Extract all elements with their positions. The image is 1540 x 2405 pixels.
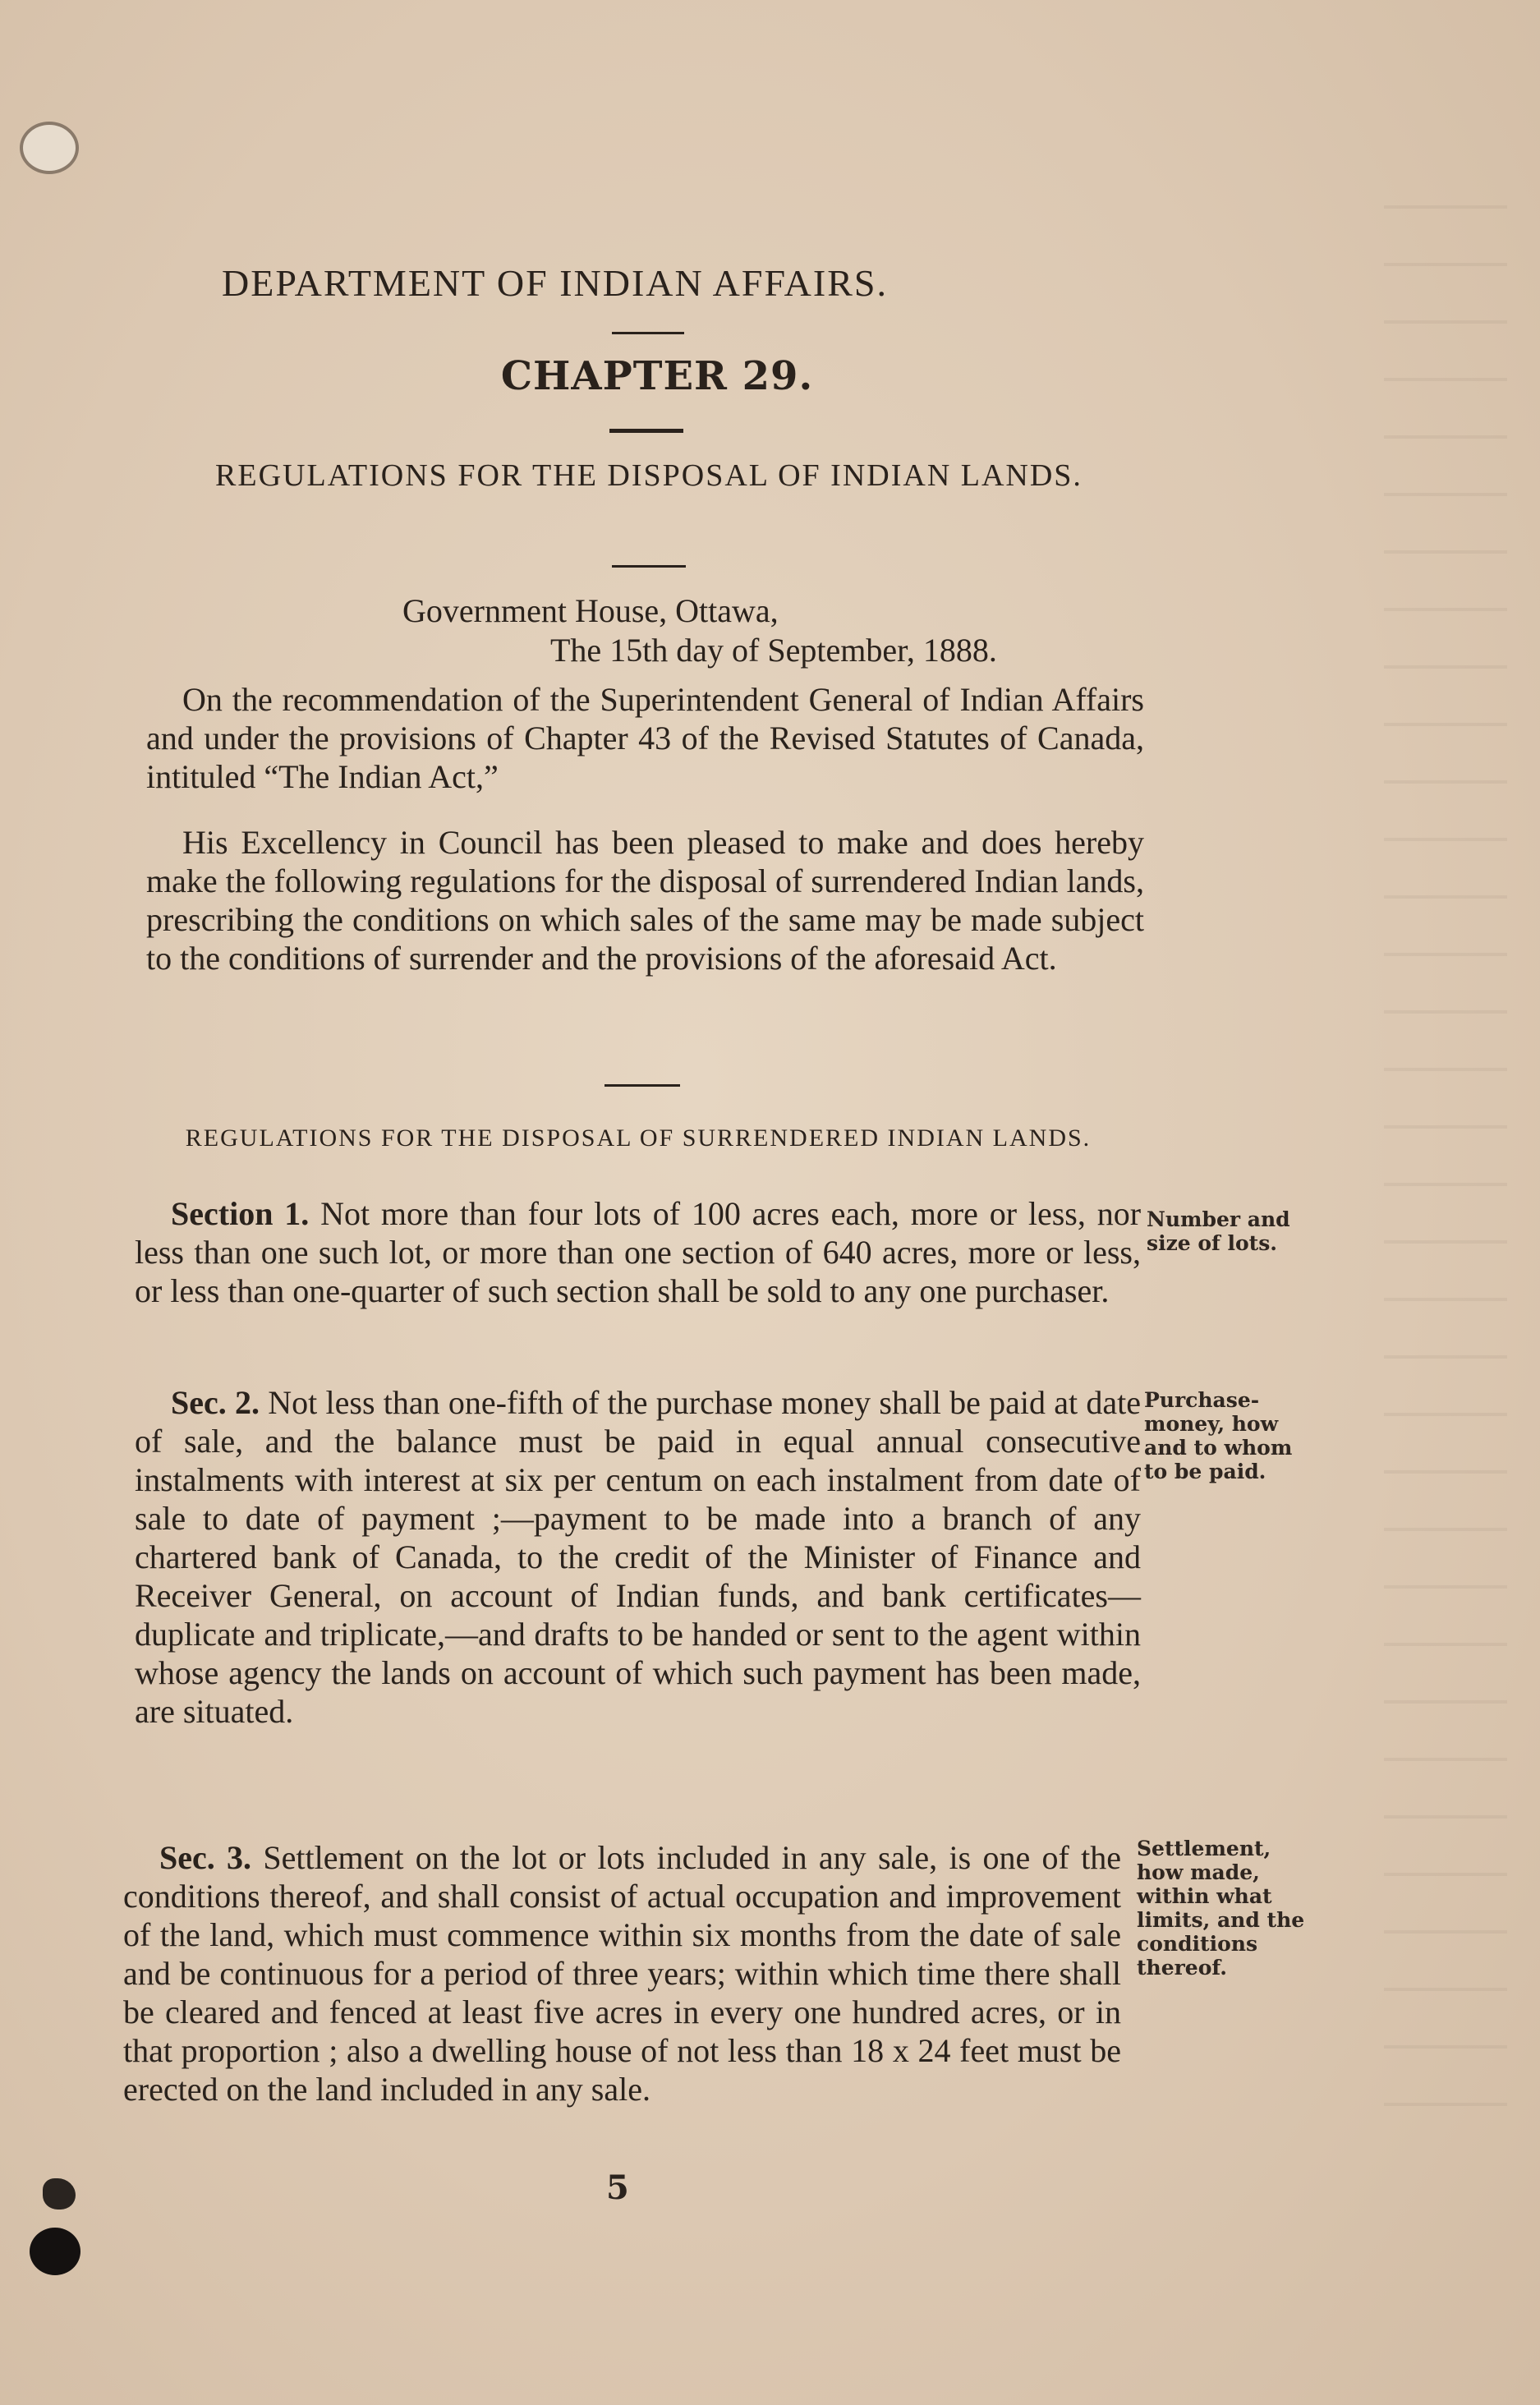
preamble-paragraph: On the recommendation of the Superintendent General of Indian Affairs and under the provisions of Chapter 43 of the Revised Statutes of Canada, intituled “The Indian Act,” (146, 681, 1144, 795)
margin-note: Number and size of lots. (1147, 1207, 1290, 1255)
regulations-title: REGULATIONS FOR THE DISPOSAL OF INDIAN LANDS. (215, 458, 1083, 493)
chapter-heading: CHAPTER 29. (500, 353, 814, 399)
margin-note: Settlement, how made, within what limits, and the conditions thereof. (1137, 1837, 1305, 1980)
dateline-place: Government House, Ottawa, (402, 592, 779, 629)
divider-rule (612, 565, 686, 568)
page-number: 5 (606, 2168, 629, 2207)
section-paragraph (135, 1194, 1141, 1310)
section-text: Not more than four lots of 100 acres each, more or less, nor less than one such lot, or more than one section of 640 acres, more or less, or less than one-quarter of such section shall be sold to any one purchaser. (135, 1195, 1142, 1309)
divider-rule (609, 429, 683, 433)
binding-hole-bottom (30, 2228, 80, 2275)
section-text: Settlement on the lot or lots included in any sale, is one of the conditions thereof, and shall consist of actual occupation and improvement of the land, which must commence within six months from the date of sale and be continuous for a period of three years; within which time there shall be cleared and fenced at least five acres in every one hundred acres, or in that proportion ; also a dwelling house of not less than 18 x 24 feet must be erected on the land included in any sale. (123, 1839, 1121, 2108)
divider-rule (605, 1084, 680, 1087)
section-paragraph (123, 1838, 1121, 2108)
department-heading: DEPARTMENT OF INDIAN AFFAIRS. (222, 262, 888, 304)
preamble-paragraph: His Excellency in Council has been pleased to make and does hereby make the following regulations for the disposal of surrendered Indian lands, prescribing the conditions on which sales of the same may be made subject to the conditions of surrender and the provisions of the aforesaid Act. (146, 824, 1144, 977)
section-label: Section 1. (171, 1195, 310, 1232)
divider-rule (612, 332, 684, 334)
section-paragraph (135, 1383, 1141, 1731)
section-label: Sec. 2. (171, 1384, 260, 1421)
show-through-text (1384, 172, 1507, 2144)
section-subheading: REGULATIONS FOR THE DISPOSAL OF SURRENDERED INDIAN LANDS. (185, 1124, 1092, 1152)
binding-hole-top (20, 122, 79, 174)
binding-hole-middle (43, 2178, 76, 2210)
dateline-date: The 15th day of September, 1888. (550, 632, 997, 669)
section-text: Not less than one-fifth of the purchase money shall be paid at date of sale, and the balance must be paid in equal annual consecutive instalments with interest at six per centum on each instalment from date of sale to date of payment ;—payment to be made into a branch of any chartered bank of Canada, to the credit of the Minister of Finance and Receiver General, on account of Indian funds, and bank certificates—duplicate and triplicate,—and drafts to be handed or sent to the agent within whose agency the lands on account of which such payment has been made, are situated. (135, 1384, 1142, 1730)
margin-note: Purchase-money, how and to whom to be paid. (1144, 1388, 1293, 1483)
section-label: Sec. 3. (159, 1839, 252, 1876)
